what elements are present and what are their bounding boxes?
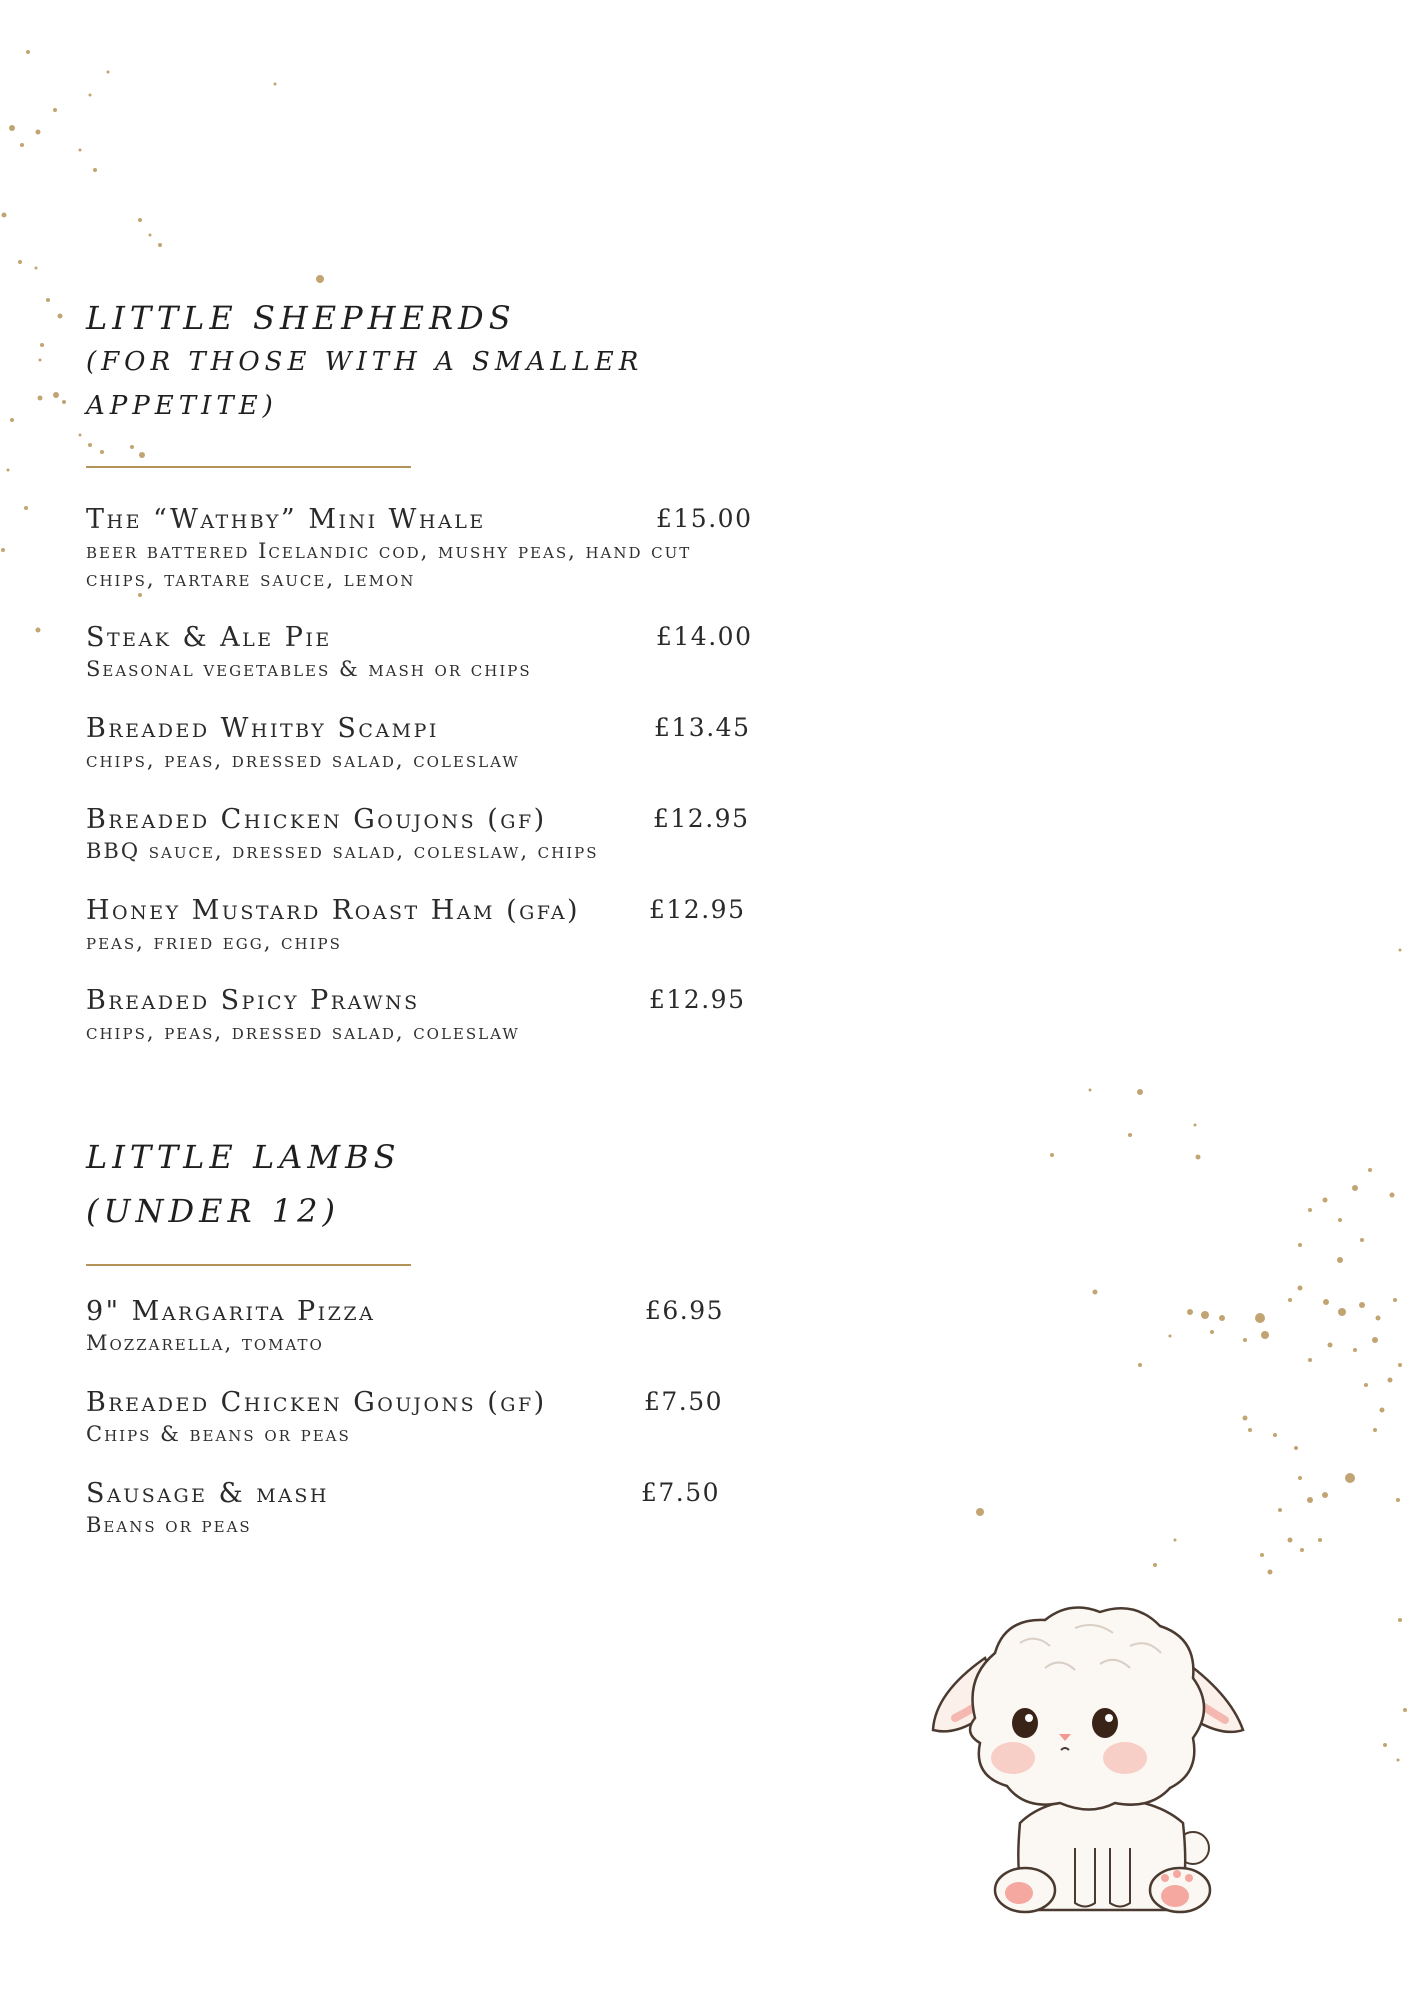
lamb-illustration (925, 1598, 1255, 1928)
menu-item-description: chips, peas, dressed salad, coleslaw (86, 1020, 520, 1044)
menu-item-price: £7.50 (644, 1387, 724, 1416)
menu-item (86, 895, 746, 956)
menu-item-price: £13.45 (654, 713, 751, 742)
menu-item-name: Breaded Whitby Scampi (86, 713, 439, 744)
section-title-text: LITTLE LAMBS (86, 1138, 401, 1176)
menu-item-description: Seasonal vegetables & mash or chips (86, 657, 532, 681)
menu-item-description: beer battered Icelandic cod, mushy peas, hand cut chips, tartare sauce, lemon (86, 539, 692, 591)
section-subtitle-line-1: (FOR THOSE WITH A SMALLER (86, 347, 644, 377)
section-title (86, 296, 643, 428)
menu-item-name: The “Wathby” Mini Whale (86, 504, 486, 535)
section-little-shepherds (86, 296, 643, 428)
section-divider (86, 466, 411, 468)
section-little-lambs (86, 1130, 401, 1238)
section-title-text: LITTLE SHEPHERDS (86, 299, 516, 337)
menu-item-price: £7.50 (641, 1478, 721, 1507)
menu-item (86, 804, 750, 865)
section-title (86, 1130, 401, 1238)
menu-item-description: Beans or peas (86, 1513, 252, 1537)
menu-item-price: £12.95 (653, 804, 750, 833)
menu-item-name: Honey Mustard Roast Ham (gfa) (86, 895, 581, 926)
menu-item-price: £12.95 (649, 895, 746, 924)
menu-item-description: Mozzarella, tomato (86, 1331, 324, 1355)
menu-item-description: BBQ sauce, dressed salad, coleslaw, chips (86, 839, 599, 863)
menu-item-name: Breaded Chicken Goujons (gf) (86, 804, 547, 835)
menu-item (86, 1387, 746, 1448)
menu-item (86, 504, 753, 593)
menu-item-price: £12.95 (649, 985, 746, 1014)
menu-item-name: 9" Margarita Pizza (86, 1296, 376, 1327)
menu-item-name: Breaded Chicken Goujons (gf) (86, 1387, 547, 1418)
menu-item-price: £14.00 (656, 622, 753, 651)
menu-item (86, 1296, 746, 1357)
menu-item-price: £15.00 (656, 504, 753, 533)
menu-item-description: chips, peas, dressed salad, coleslaw (86, 748, 520, 772)
section-subtitle-line-1: (UNDER 12) (86, 1192, 340, 1230)
menu-item (86, 622, 753, 683)
menu-item-name: Breaded Spicy Prawns (86, 985, 420, 1016)
section-subtitle-line-2: APPETITE) (86, 391, 278, 421)
menu-item-name: Sausage & mash (86, 1478, 329, 1509)
menu-item-price: £6.95 (645, 1296, 725, 1325)
menu-item (86, 985, 746, 1046)
menu-item-description: peas, fried egg, chips (86, 930, 342, 954)
menu-item (86, 713, 751, 774)
section-divider (86, 1264, 411, 1266)
menu-item (86, 1478, 746, 1539)
menu-item-name: Steak & Ale Pie (86, 622, 332, 653)
menu-item-description: Chips & beans or peas (86, 1422, 351, 1446)
